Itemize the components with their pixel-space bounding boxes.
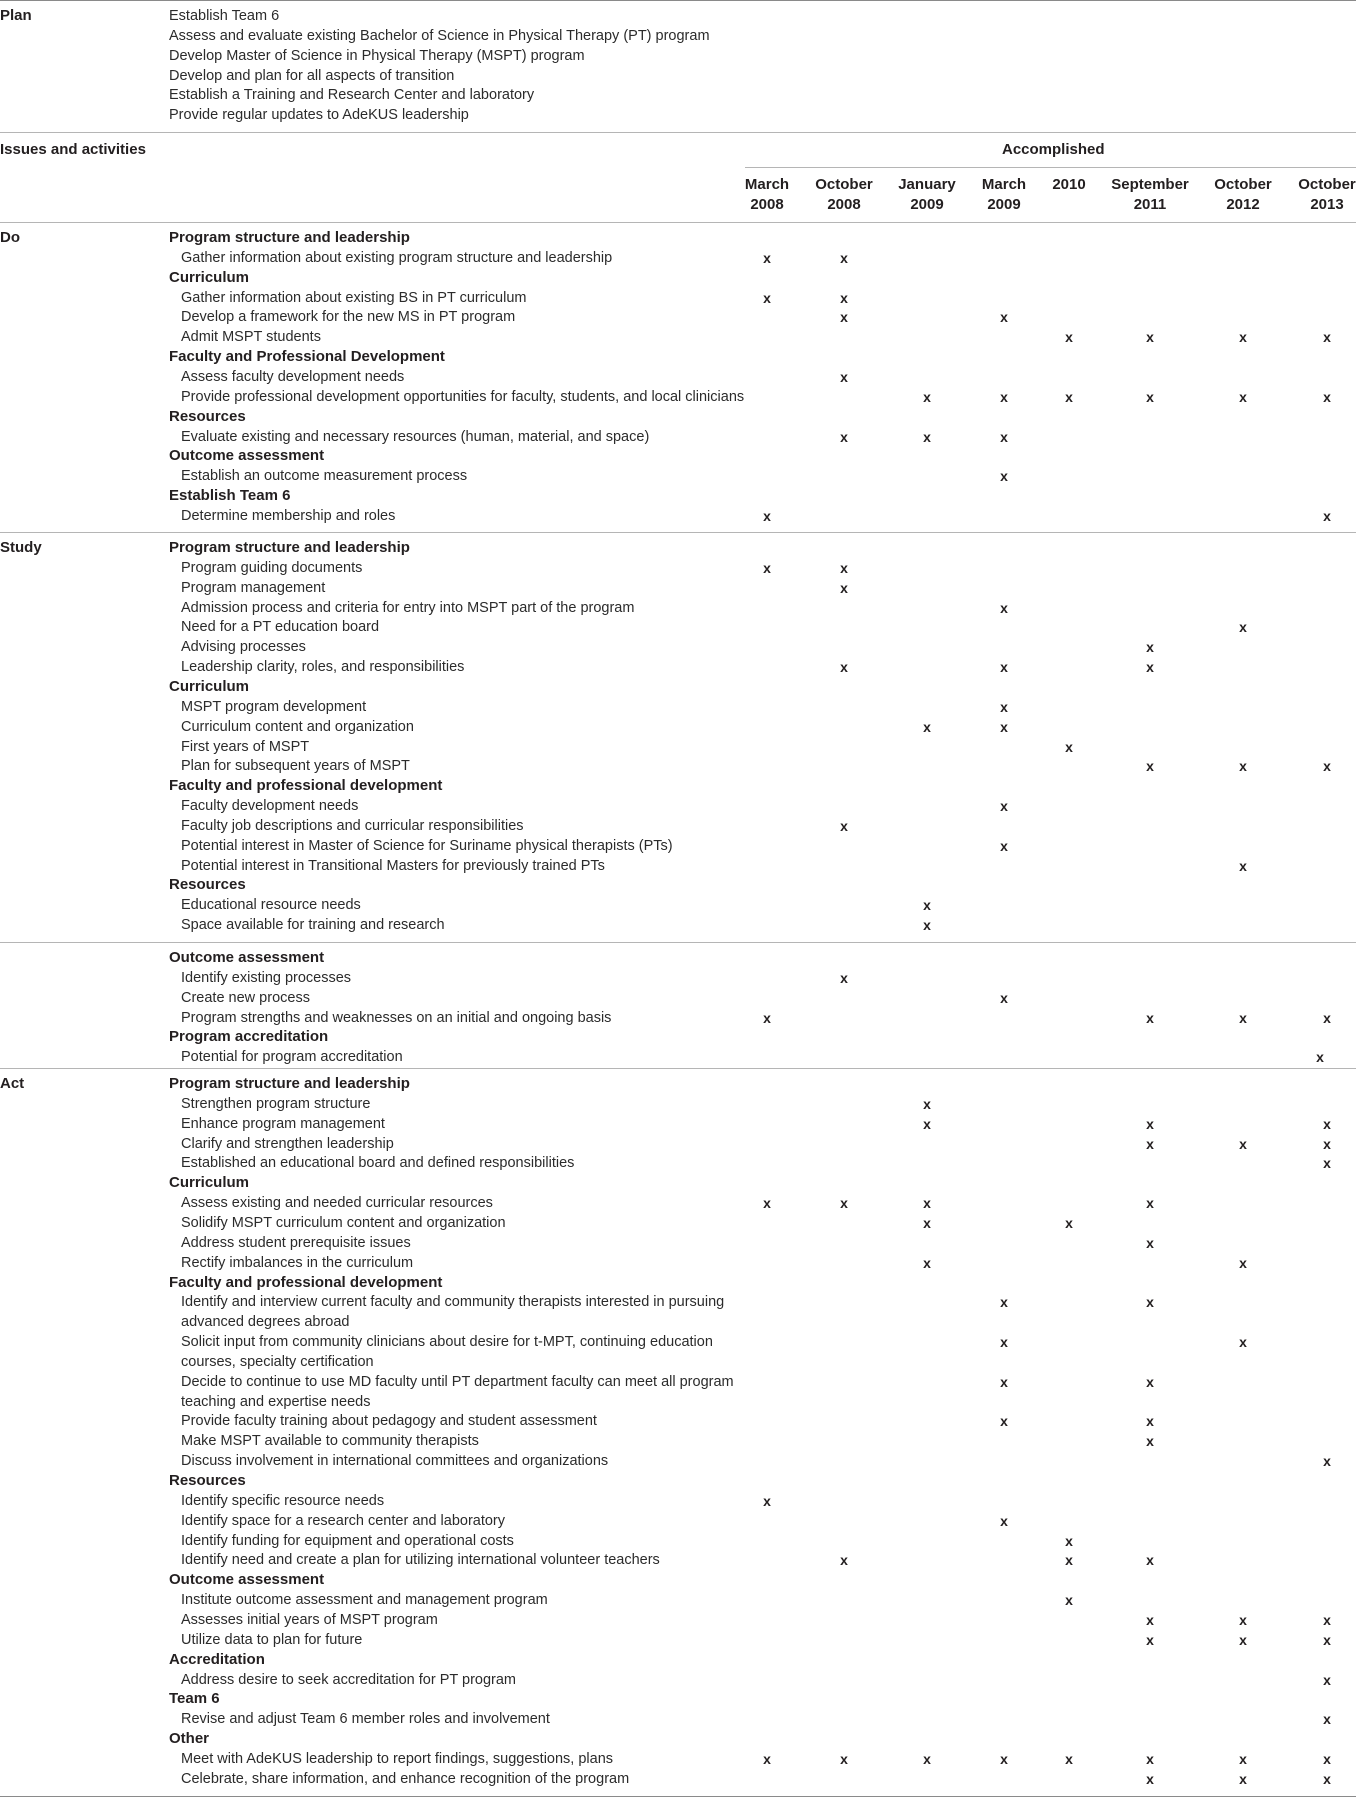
activity-item: Faculty job descriptions and curricular responsibilities	[181, 817, 524, 834]
accomplished-mark: x	[840, 969, 848, 986]
accomplished-mark: x	[1000, 718, 1008, 735]
accomplished-mark: x	[840, 1552, 848, 1569]
accomplished-mark: x	[923, 388, 931, 405]
accomplished-mark: x	[1000, 1294, 1008, 1311]
accomplished-mark: x	[1239, 1135, 1247, 1152]
subsection-heading: Program structure and leadership	[169, 539, 410, 556]
plan-divider	[0, 132, 1356, 133]
accomplished-mark: x	[1000, 388, 1008, 405]
section-label: Act	[0, 1075, 25, 1092]
activity-item: Assess faculty development needs	[181, 368, 405, 385]
accomplished-mark: x	[1000, 428, 1008, 445]
accomplished-mark: x	[763, 1750, 771, 1767]
subsection-heading: Resources	[169, 876, 246, 894]
accomplished-mark: x	[1065, 329, 1073, 346]
activity-item: Provide faculty training about pedagogy and student assessment	[181, 1413, 597, 1430]
accomplished-mark: x	[840, 368, 848, 385]
column-header-line1: October	[815, 176, 873, 193]
activity-item: Potential interest in Master of Science for Suriname physical therapists (PTs)	[181, 837, 673, 854]
accomplished-mark: x	[1239, 1009, 1247, 1026]
accomplished-mark: x	[1323, 1453, 1331, 1470]
activity-item: First years of MSPT	[181, 738, 310, 755]
activity-item: Identify funding for equipment and operational costs	[181, 1532, 514, 1549]
accomplished-mark: x	[1000, 989, 1008, 1006]
section-divider	[0, 532, 1356, 533]
accomplished-mark: x	[1146, 1009, 1154, 1026]
activity-item: Strengthen program structure	[181, 1095, 371, 1112]
accomplished-mark: x	[1000, 309, 1008, 326]
accomplished-mark: x	[1239, 388, 1247, 405]
activity-item: Address student prerequisite issues	[181, 1234, 411, 1251]
section-label: Do	[0, 229, 20, 246]
accomplished-mark: x	[1146, 758, 1154, 775]
accomplished-mark: x	[840, 249, 848, 266]
column-header-line2: 2008	[750, 196, 784, 213]
activity-item: Gather information about existing program structure and leadership	[181, 249, 613, 266]
activity-item: Create new process	[181, 989, 310, 1006]
activity-item: Admit MSPT students	[181, 329, 321, 346]
accomplished-mark: x	[840, 579, 848, 596]
accomplished-mark: x	[1323, 1009, 1331, 1026]
section-divider	[0, 1068, 1356, 1069]
accomplished-mark: x	[840, 1195, 848, 1212]
header-divider	[0, 222, 1356, 223]
activity-item: Develop a framework for the new MS in PT program	[181, 309, 516, 326]
section-divider	[0, 942, 1356, 943]
accomplished-mark: x	[763, 1009, 771, 1026]
column-header-line1: March	[981, 176, 1027, 193]
accomplished-mark: x	[1323, 329, 1331, 346]
column-header-line1: 2010	[1052, 176, 1086, 193]
subsection-heading: Team 6	[169, 1690, 220, 1708]
activity-item: Assesses initial years of MSPT program	[181, 1611, 438, 1628]
activity-item: Program guiding documents	[181, 559, 363, 576]
bottom-rule	[0, 1796, 1356, 1797]
plan-item: Develop Master of Science in Physical Therapy (MSPT) program	[169, 47, 585, 64]
activity-item: Advising processes	[181, 639, 306, 656]
plan-item: Develop and plan for all aspects of transition	[169, 67, 455, 84]
accomplished-mark: x	[1146, 1631, 1154, 1648]
column-header-line2: 2009	[910, 196, 944, 213]
activity-item: Provide professional development opportunities for faculty, students, and local clinicians	[181, 388, 745, 405]
accomplished-mark: x	[840, 428, 848, 445]
accomplished-mark: x	[1316, 1049, 1324, 1066]
subsection-heading: Faculty and professional development	[169, 1273, 443, 1291]
activity-item: Institute outcome assessment and management program	[181, 1592, 548, 1609]
subsection-heading: Other	[169, 1730, 210, 1748]
plan-item: Establish a Training and Research Center and laboratory	[169, 87, 535, 104]
subsection-heading: Curriculum	[169, 677, 250, 695]
accomplished-mark: x	[840, 1750, 848, 1767]
activity-item: Establish an outcome measurement process	[181, 468, 468, 485]
accomplished-mark: x	[923, 1095, 931, 1112]
accomplished-mark: x	[1239, 1631, 1247, 1648]
accomplished-mark: x	[923, 1214, 931, 1231]
subsection-heading: Program accreditation	[169, 1028, 329, 1046]
accomplished-mark: x	[1239, 619, 1247, 636]
column-header	[1282, 175, 1356, 215]
accomplished-mark: x	[1146, 1413, 1154, 1430]
activity-item: Discuss involvement in international committees and organizations	[181, 1453, 609, 1470]
accomplished-mark: x	[923, 917, 931, 934]
accomplished-mark: x	[923, 718, 931, 735]
accomplished-mark: x	[1065, 1214, 1073, 1231]
accomplished-mark: x	[1239, 758, 1247, 775]
activity-item: Celebrate, share information, and enhance recognition of the program	[181, 1770, 630, 1787]
activity-item: Identify need and create a plan for utilizing international volunteer teachers	[181, 1552, 660, 1569]
top-rule	[0, 0, 1356, 1]
activity-continuation: advanced degrees abroad	[181, 1314, 350, 1331]
section-label: Study	[0, 539, 42, 556]
accomplished-mark: x	[1146, 1115, 1154, 1132]
accomplished-mark: x	[1323, 1671, 1331, 1688]
activity-continuation: teaching and expertise needs	[181, 1393, 371, 1410]
accomplished-mark: x	[923, 1115, 931, 1132]
column-header-line1: October	[1298, 176, 1356, 193]
accomplished-mark: x	[1146, 1750, 1154, 1767]
accomplished-mark: x	[840, 309, 848, 326]
subsection-heading: Curriculum	[169, 1174, 250, 1192]
activity-item: Leadership clarity, roles, and responsibilities	[181, 659, 465, 676]
activity-item: Evaluate existing and necessary resources (human, material, and space)	[181, 428, 650, 445]
accomplished-underline	[745, 167, 1356, 168]
accomplished-mark: x	[1000, 837, 1008, 854]
activity-item: Utilize data to plan for future	[181, 1631, 363, 1648]
accomplished-mark: x	[1323, 1155, 1331, 1172]
issues-heading: Issues and activities	[0, 141, 146, 158]
column-header	[1024, 175, 1114, 195]
accomplished-mark: x	[1065, 738, 1073, 755]
activity-item: Faculty development needs	[181, 798, 359, 815]
accomplished-mark: x	[1239, 1254, 1247, 1271]
accomplished-mark: x	[1323, 758, 1331, 775]
activity-item: Assess existing and needed curricular resources	[181, 1195, 493, 1212]
accomplished-mark: x	[840, 817, 848, 834]
accomplished-mark: x	[1239, 1334, 1247, 1351]
accomplished-mark: x	[763, 249, 771, 266]
activity-item: Identify space for a research center and laboratory	[181, 1512, 506, 1529]
accomplished-mark: x	[1146, 1552, 1154, 1569]
activity-item: Educational resource needs	[181, 897, 361, 914]
accomplished-mark: x	[763, 289, 771, 306]
column-header-line2: 2012	[1226, 196, 1260, 213]
accomplished-mark: x	[1146, 1294, 1154, 1311]
activity-item: Program management	[181, 579, 326, 596]
accomplished-mark: x	[840, 659, 848, 676]
column-header-line1: March	[744, 176, 790, 193]
accomplished-mark: x	[1146, 639, 1154, 656]
activity-item: Decide to continue to use MD faculty until PT department faculty can meet all program	[181, 1373, 734, 1390]
column-header	[799, 175, 889, 215]
activity-item: Rectify imbalances in the curriculum	[181, 1254, 414, 1271]
accomplished-mark: x	[1065, 388, 1073, 405]
activity-item: Solidify MSPT curriculum content and organization	[181, 1214, 506, 1231]
accomplished-mark: x	[1146, 1433, 1154, 1450]
accomplished-mark: x	[1323, 1631, 1331, 1648]
accomplished-mark: x	[763, 1195, 771, 1212]
accomplished-mark: x	[1000, 798, 1008, 815]
subsection-heading: Establish Team 6	[169, 487, 291, 505]
accomplished-mark: x	[1146, 1135, 1154, 1152]
subsection-heading: Faculty and professional development	[169, 777, 443, 795]
subsection-heading: Resources	[169, 407, 246, 425]
activity-item: Enhance program management	[181, 1115, 385, 1132]
accomplished-mark: x	[1239, 1750, 1247, 1767]
accomplished-mark: x	[1146, 659, 1154, 676]
activity-item: Identify and interview current faculty and community therapists interested in pursuing	[181, 1294, 725, 1311]
accomplished-mark: x	[923, 897, 931, 914]
accomplished-mark: x	[1323, 1135, 1331, 1152]
accomplished-mark: x	[923, 1750, 931, 1767]
activity-continuation: courses, specialty certification	[181, 1353, 374, 1370]
accomplished-mark: x	[1000, 1373, 1008, 1390]
plan-label: Plan	[0, 7, 32, 24]
accomplished-mark: x	[1146, 388, 1154, 405]
column-header-line2: 2009	[987, 196, 1021, 213]
accomplished-mark: x	[1146, 1373, 1154, 1390]
accomplished-mark: x	[1239, 329, 1247, 346]
activity-item: Revise and adjust Team 6 member roles and involvement	[181, 1711, 550, 1728]
plan-item: Assess and evaluate existing Bachelor of Science in Physical Therapy (PT) program	[169, 27, 710, 44]
activity-item: Gather information about existing BS in PT curriculum	[181, 289, 527, 306]
accomplished-mark: x	[923, 428, 931, 445]
accomplished-mark: x	[1000, 468, 1008, 485]
accomplished-mark: x	[763, 1492, 771, 1509]
subsection-heading: Outcome assessment	[169, 1571, 325, 1589]
column-header	[1198, 175, 1288, 215]
subsection-heading: Outcome assessment	[169, 447, 325, 465]
subsection-heading: Resources	[169, 1472, 246, 1489]
accomplished-mark: x	[1239, 857, 1247, 874]
accomplished-mark: x	[840, 289, 848, 306]
activity-item: Established an educational board and defined responsibilities	[181, 1155, 575, 1172]
column-header-line2: 2013	[1310, 196, 1344, 213]
accomplished-mark: x	[1146, 1770, 1154, 1787]
subsection-heading: Outcome assessment	[169, 949, 325, 966]
activity-item: Meet with AdeKUS leadership to report findings, suggestions, plans	[181, 1750, 614, 1767]
activity-item: Address desire to seek accreditation for PT program	[181, 1671, 517, 1688]
subsection-heading: Accreditation	[169, 1650, 265, 1668]
accomplished-mark: x	[1239, 1770, 1247, 1787]
accomplished-mark: x	[1000, 1413, 1008, 1430]
activity-item: Plan for subsequent years of MSPT	[181, 758, 410, 775]
activity-item: Determine membership and roles	[181, 507, 396, 524]
accomplished-heading: Accomplished	[1002, 141, 1105, 158]
plan-item: Establish Team 6	[169, 8, 280, 24]
column-header-line1: September	[1111, 176, 1189, 193]
subsection-heading: Faculty and Professional Development	[169, 348, 445, 366]
accomplished-mark: x	[1000, 698, 1008, 715]
accomplished-mark: x	[1000, 1334, 1008, 1351]
column-header-line1: January	[898, 176, 956, 193]
accomplished-mark: x	[1065, 1532, 1073, 1549]
accomplished-mark: x	[1000, 1512, 1008, 1529]
accomplished-mark: x	[1323, 1770, 1331, 1787]
accomplished-mark: x	[763, 559, 771, 576]
column-header-line2: 2008	[827, 196, 861, 213]
column-header	[1105, 175, 1195, 215]
activity-item: Potential for program accreditation	[181, 1049, 403, 1066]
accomplished-mark: x	[1065, 1592, 1073, 1609]
accomplished-mark: x	[1323, 507, 1331, 524]
accomplished-mark: x	[1323, 1711, 1331, 1728]
activity-item: Clarify and strengthen leadership	[181, 1135, 394, 1152]
accomplished-mark: x	[1146, 1234, 1154, 1251]
activity-item: Admission process and criteria for entry into MSPT part of the program	[181, 599, 635, 616]
activity-item: Identify specific resource needs	[181, 1492, 385, 1509]
accomplished-mark: x	[1323, 388, 1331, 405]
column-header-line2: 2011	[1133, 196, 1167, 213]
accomplished-mark: x	[763, 507, 771, 524]
accomplished-mark: x	[1000, 599, 1008, 616]
accomplished-mark: x	[1146, 1611, 1154, 1628]
subsection-heading: Program structure and leadership	[169, 229, 410, 246]
subsection-heading: Program structure and leadership	[169, 1075, 410, 1092]
accomplished-mark: x	[1323, 1750, 1331, 1767]
activity-item: Curriculum content and organization	[181, 718, 414, 735]
accomplished-mark: x	[1146, 1195, 1154, 1212]
accomplished-mark: x	[1239, 1611, 1247, 1628]
plan-item: Provide regular updates to AdeKUS leadership	[169, 107, 469, 124]
accomplished-mark: x	[1000, 659, 1008, 676]
accomplished-mark: x	[1323, 1115, 1331, 1132]
activity-item: Solicit input from community clinicians about desire for t-MPT, continuing education	[181, 1334, 713, 1351]
subsection-heading: Curriculum	[169, 268, 250, 286]
column-header-line1: October	[1214, 176, 1272, 193]
activity-item: Program strengths and weaknesses on an initial and ongoing basis	[181, 1009, 612, 1026]
accomplished-mark: x	[1065, 1750, 1073, 1767]
accomplished-mark: x	[923, 1254, 931, 1271]
accomplished-mark: x	[1065, 1552, 1073, 1569]
accomplished-mark: x	[923, 1195, 931, 1212]
accomplished-mark: x	[1000, 1750, 1008, 1767]
accomplished-mark: x	[840, 559, 848, 576]
activity-item: Need for a PT education board	[181, 619, 380, 636]
activity-item: Make MSPT available to community therapists	[181, 1433, 479, 1450]
activity-item: Potential interest in Transitional Masters for previously trained PTs	[181, 857, 605, 874]
activity-item: MSPT program development	[181, 698, 367, 715]
activity-item: Space available for training and research	[181, 917, 445, 934]
accomplished-mark: x	[1146, 329, 1154, 346]
activity-item: Identify existing processes	[181, 969, 352, 986]
accomplished-mark: x	[1323, 1611, 1331, 1628]
